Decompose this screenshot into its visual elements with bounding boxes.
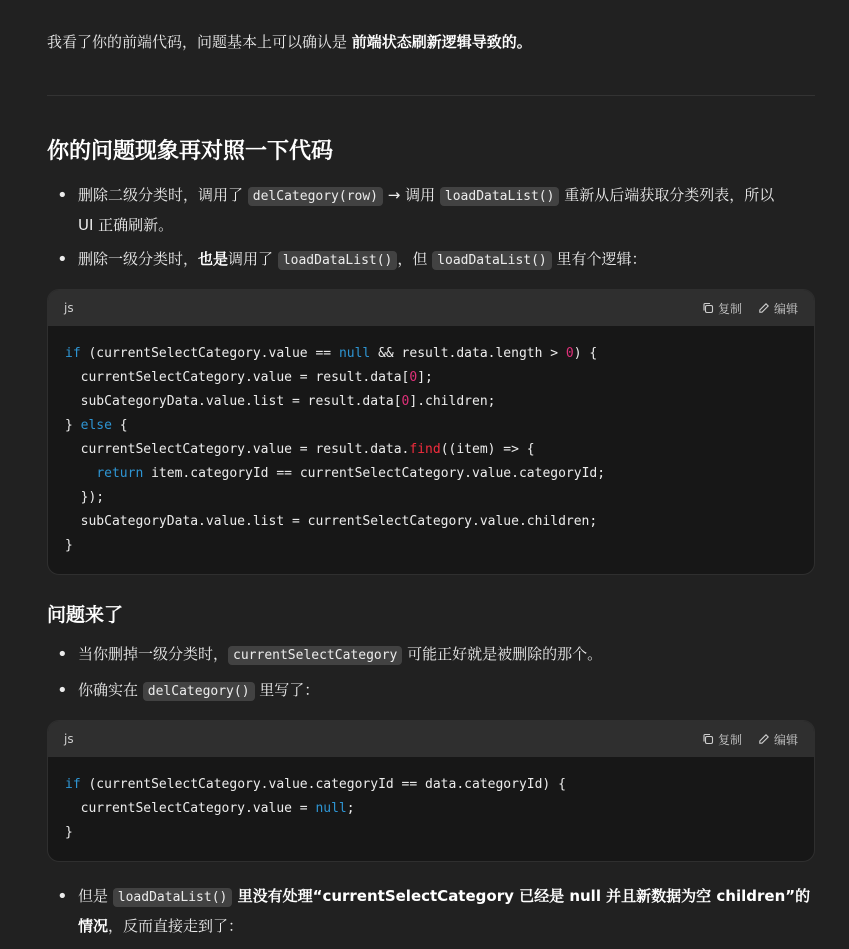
code-token: subCategoryData.value.list = result.data[ bbox=[65, 394, 402, 409]
copy-icon bbox=[702, 302, 714, 314]
code-actions bbox=[702, 731, 798, 748]
inline-code: loadDataList() bbox=[440, 187, 560, 206]
inline-code: currentSelectCategory bbox=[228, 646, 402, 665]
code-token: 0 bbox=[565, 346, 574, 361]
inline-code: loadDataList() bbox=[113, 888, 233, 907]
code-block bbox=[47, 720, 815, 862]
edit-button[interactable] bbox=[758, 731, 798, 748]
code-line bbox=[65, 534, 797, 558]
code-token bbox=[65, 466, 96, 481]
code-block bbox=[47, 289, 815, 575]
text: 但是 bbox=[78, 887, 113, 905]
intro-bold: 前端状态刷新逻辑导致的。 bbox=[351, 33, 532, 51]
copy-icon bbox=[702, 733, 714, 745]
intro-paragraph bbox=[47, 31, 532, 53]
code-line bbox=[65, 773, 797, 797]
copy-label: 复制 bbox=[717, 301, 742, 316]
code-line bbox=[65, 797, 797, 821]
copy-label: 复制 bbox=[717, 732, 742, 747]
code-line bbox=[65, 462, 797, 486]
code-actions bbox=[702, 300, 798, 317]
code-token: { bbox=[111, 418, 128, 433]
code-line bbox=[65, 486, 797, 510]
text: UI 正确刷新。 bbox=[78, 216, 174, 234]
code-token: return bbox=[96, 466, 144, 481]
edit-label: 编辑 bbox=[773, 732, 798, 747]
inline-code: delCategory() bbox=[143, 682, 255, 701]
code-token: if bbox=[65, 777, 81, 792]
code-token: null bbox=[315, 801, 347, 816]
code-token: 0 bbox=[401, 394, 410, 409]
code-token: }); bbox=[65, 490, 105, 505]
code-line bbox=[65, 438, 797, 462]
bold-text: 也是 bbox=[198, 250, 229, 268]
code-token: (currentSelectCategory.value == bbox=[80, 346, 339, 361]
intro-text: 我看了你的前端代码，问题基本上可以确认是 bbox=[47, 33, 352, 51]
edit-label: 编辑 bbox=[773, 301, 798, 316]
edit-button[interactable] bbox=[758, 300, 798, 317]
bullet: • bbox=[57, 249, 68, 270]
code-block-header bbox=[48, 721, 814, 757]
code-token: } bbox=[65, 418, 81, 433]
code-language: js bbox=[64, 301, 74, 315]
code-content bbox=[48, 757, 814, 861]
code-token: 0 bbox=[409, 370, 418, 385]
code-token: item.categoryId == currentSelectCategory.value.categoryId; bbox=[143, 466, 606, 481]
divider bbox=[47, 95, 815, 96]
copy-button[interactable] bbox=[702, 731, 742, 748]
code-token: } bbox=[65, 538, 73, 553]
bold-text: 情况 bbox=[78, 917, 109, 935]
code-language: js bbox=[64, 732, 74, 746]
code-token: ((item) => { bbox=[440, 442, 535, 457]
code-token: currentSelectCategory.value = result.data[ bbox=[65, 370, 410, 385]
code-block-header bbox=[48, 290, 814, 326]
code-line bbox=[65, 821, 797, 845]
text: 可能正好就是被删除的那个。 bbox=[402, 645, 603, 663]
inline-code: loadDataList() bbox=[432, 251, 552, 270]
code-token: if bbox=[65, 346, 81, 361]
text: 里写了： bbox=[254, 681, 320, 699]
code-line bbox=[65, 342, 797, 366]
list-item bbox=[57, 640, 818, 670]
code-token: null bbox=[338, 346, 371, 361]
bullet: • bbox=[57, 185, 68, 206]
code-token: currentSelectCategory.value = result.data. bbox=[65, 442, 410, 457]
section-heading: 你的问题现象再对照一下代码 bbox=[47, 139, 334, 164]
inline-code: loadDataList() bbox=[278, 251, 398, 270]
copy-button[interactable] bbox=[702, 300, 742, 317]
bullet: • bbox=[57, 886, 68, 907]
edit-icon bbox=[758, 302, 770, 314]
code-line bbox=[65, 414, 797, 438]
code-content bbox=[48, 326, 814, 574]
list-item bbox=[57, 676, 818, 706]
code-token: find bbox=[409, 442, 441, 457]
code-line bbox=[65, 390, 797, 414]
text: → 调用 bbox=[383, 186, 440, 204]
text: 删除二级分类时，调用了 bbox=[78, 186, 248, 204]
code-line bbox=[65, 366, 797, 390]
code-token: && result.data.length > bbox=[370, 346, 566, 361]
text: ，但 bbox=[397, 250, 433, 268]
text: 调用了 bbox=[228, 250, 278, 268]
subsection-heading: 问题来了 bbox=[47, 604, 124, 626]
text: 你确实在 bbox=[78, 681, 143, 699]
code-token: } bbox=[65, 825, 73, 840]
code-token: currentSelectCategory.value = bbox=[65, 801, 316, 816]
code-token: (currentSelectCategory.value.categoryId == data.categoryId) { bbox=[80, 777, 566, 792]
code-token: ) { bbox=[573, 346, 598, 361]
inline-code: delCategory(row) bbox=[248, 187, 383, 206]
text: 删除一级分类时， bbox=[78, 250, 199, 268]
text: 当你删掉一级分类时， bbox=[78, 645, 229, 663]
text: 里有个逻辑： bbox=[551, 250, 647, 268]
list-item bbox=[57, 245, 818, 275]
code-token: ]; bbox=[417, 370, 433, 385]
edit-icon bbox=[758, 733, 770, 745]
code-token: ].children; bbox=[409, 394, 496, 409]
code-token: else bbox=[80, 418, 112, 433]
text: 重新从后端获取分类列表，所以 bbox=[559, 186, 775, 204]
bullet: • bbox=[57, 680, 68, 701]
code-token: ; bbox=[346, 801, 355, 816]
list-item bbox=[57, 181, 818, 240]
list-item bbox=[57, 882, 818, 941]
bullet: • bbox=[57, 644, 68, 665]
bold-text: 里没有处理“currentSelectCategory 已经是 null 并且新数据为空 children”的 bbox=[232, 887, 811, 905]
text: ，反而直接走到了： bbox=[108, 917, 244, 935]
code-line bbox=[65, 510, 797, 534]
code-token: subCategoryData.value.list = currentSelectCategory.value.children; bbox=[65, 514, 598, 529]
